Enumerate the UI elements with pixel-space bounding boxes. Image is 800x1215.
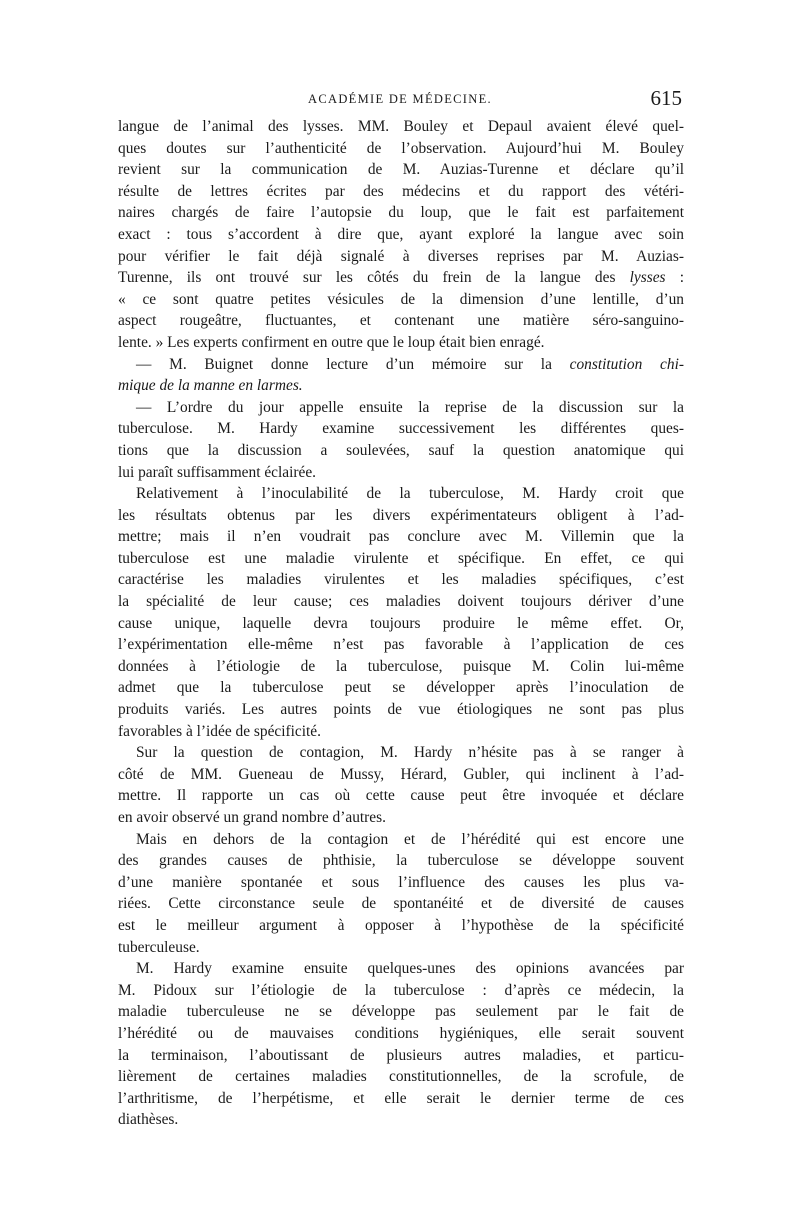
text-line: naires chargés de faire l’autopsie du loup, que le fait est parfaitement xyxy=(118,204,684,222)
text-line: tuberculeuse. xyxy=(118,938,200,956)
page-header xyxy=(118,86,682,114)
text-line: maladie tuberculeuse ne se développe pas seulement par le fait de xyxy=(118,1003,684,1021)
text-segment: — M. Buignet donne lecture d’un mémoire sur la xyxy=(136,355,570,373)
text-segment: Turenne, ils ont trouvé sur les côtés du frein de la langue des xyxy=(118,269,630,287)
text-line: est le meilleur argument à opposer à l’hypothèse de la spécificité xyxy=(118,916,684,934)
text-line: riées. Cette circonstance seule de spontanéité et de diversité de causes xyxy=(118,895,684,913)
italic-text-segment: lysses xyxy=(629,269,666,287)
text-line: langue de l’animal des lysses. MM. Bouley et Depaul avaient élevé quel- xyxy=(118,118,684,135)
italic-text-segment: mique de la manne en larmes. xyxy=(118,377,303,395)
text-line: côté de MM. Gueneau de Mussy, Hérard, Gubler, qui inclinent à l’ad- xyxy=(118,765,684,783)
text-line: données à l’étiologie de la tuberculose, puisque M. Colin lui-même xyxy=(118,657,684,675)
text-line xyxy=(118,375,684,397)
text-line: Mais en dehors de la contagion et de l’hérédité qui est encore une xyxy=(136,830,684,848)
text-line xyxy=(118,267,684,289)
body-text xyxy=(118,116,684,1131)
text-line: Relativement à l’inoculabilité de la tuberculose, M. Hardy croit que xyxy=(136,485,684,503)
text-line: l’hérédité ou de mauvaises conditions hygiéniques, elle serait souvent xyxy=(118,1024,684,1042)
text-line: lui paraît suffisamment éclairée. xyxy=(118,463,317,481)
text-line: Sur la question de contagion, M. Hardy n’hésite pas à se ranger à xyxy=(136,744,684,762)
text-line: aspect rougeâtre, fluctuantes, et contenant une matière séro-sanguino- xyxy=(118,312,684,330)
text-line: M. Hardy examine ensuite quelques-unes des opinions avancées par xyxy=(136,960,684,978)
text-line: tions que la discussion a soulevées, sauf la question anatomique qui xyxy=(118,441,684,459)
text-line: tuberculose est une maladie virulente et spécifique. En effet, ce qui xyxy=(118,549,684,567)
text-line: pour vérifier le fait déjà signalé à diverses reprises par M. Auzias- xyxy=(118,247,684,265)
text-line: la spécialité de leur cause; ces maladies doivent toujours dériver d’une xyxy=(118,593,684,611)
text-line: l’arthritisme, de l’herpétisme, et elle serait le dernier terme de ces xyxy=(118,1089,684,1107)
text-line: lièrement de certaines maladies constitutionnelles, de la scrofule, de xyxy=(118,1068,684,1086)
text-line: la terminaison, l’aboutissant de plusieurs autres maladies, et particu- xyxy=(118,1046,684,1064)
text-line: revient sur la communication de M. Auzias-Turenne et déclare qu’il xyxy=(118,161,684,179)
text-line: M. Pidoux sur l’étiologie de la tuberculose : d’après ce médecin, la xyxy=(118,981,684,999)
italic-text-segment: constitution chi- xyxy=(569,355,684,373)
text-line: ques doutes sur l’authenticité de l’observation. Aujourd’hui M. Bouley xyxy=(118,139,684,157)
text-line: produits variés. Les autres points de vue étiologiques ne sont pas plus xyxy=(118,701,684,719)
text-line: « ce sont quatre petites vésicules de la dimension d’une lentille, d’un xyxy=(118,290,684,308)
text-line: admet que la tuberculose peut se développer après l’inoculation de xyxy=(118,679,684,697)
text-line: — L’ordre du jour appelle ensuite la reprise de la discussion sur la xyxy=(136,398,684,416)
text-line: mettre. Il rapporte un cas où cette cause peut être invoquée et déclare xyxy=(118,787,684,805)
text-line: résulte de lettres écrites par des médecins et du rapport des vétéri- xyxy=(118,182,684,200)
text-segment: : xyxy=(665,269,685,287)
text-line: favorables à l’idée de spécificité. xyxy=(118,722,321,740)
text-line: l’expérimentation elle-même n’est pas favorable à l’application de ces xyxy=(118,636,684,654)
text-line xyxy=(118,354,684,376)
text-line: tuberculose. M. Hardy examine successivement les différentes ques- xyxy=(118,420,684,438)
page-number: 615 xyxy=(650,86,682,110)
text-line: diathèses. xyxy=(118,1111,179,1129)
running-head: ACADÉMIE DE MÉDECINE. xyxy=(308,92,492,106)
text-line: en avoir observé un grand nombre d’autres. xyxy=(118,809,386,826)
text-line: cause unique, laquelle devra toujours produire le même effet. Or, xyxy=(118,614,684,632)
text-line: mettre; mais il n’en voudrait pas conclure avec M. Villemin que la xyxy=(118,528,684,546)
text-line: caractérise les maladies virulentes et les maladies spécifiques, c’est xyxy=(118,571,684,589)
text-line: les résultats obtenus par les divers expérimentateurs obligent à l’ad- xyxy=(118,506,684,524)
text-line: lente. » Les experts confirment en outre que le loup était bien enragé. xyxy=(118,333,545,351)
text-line: des grandes causes de phthisie, la tuberculose se développe souvent xyxy=(118,852,684,870)
text-line: exact : tous s’accordent à dire que, ayant exploré la langue avec soin xyxy=(118,225,684,243)
text-line: d’une manière spontanée et sous l’influence des causes les plus va- xyxy=(118,873,684,891)
